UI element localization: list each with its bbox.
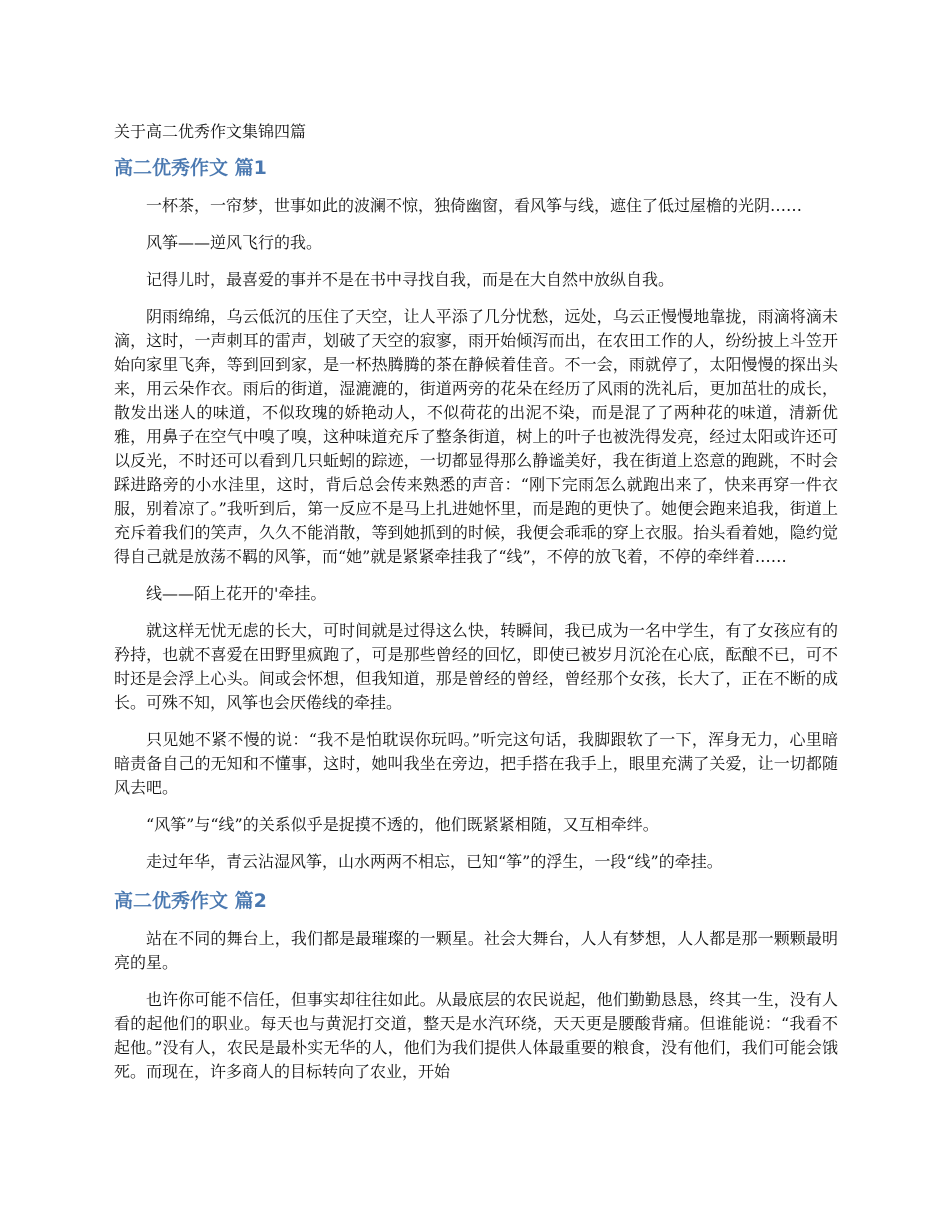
paragraph: 线——陌上花开的'牵挂。 (146, 584, 327, 603)
paragraph: 走过年华，青云沾湿风筝，山水两两不相忘，已知“筝”的浮生，一段“线”的牵挂。 (146, 852, 723, 871)
section-heading: 高二优秀作文 篇1 (114, 157, 267, 179)
document-page (114, 120, 838, 1097)
section-heading: 高二优秀作文 篇2 (114, 890, 267, 912)
paragraph: 一杯茶，一帘梦，世事如此的波澜不惊，独倚幽窗，看风筝与线，遮住了低过屋檐的光阴…… (146, 196, 803, 215)
paragraph: 风筝——逆风飞行的我。 (146, 233, 323, 252)
paragraph: 也许你可能不信任，但事实却往往如此。从最底层的农民说起，他们勤勤恳恳，终其一生，没有人看的起他们的职业。每天也与黄泥打交道，整天是水汽环绕，天天更是腰酸背痛。但谁能说：“我看不起他。”没有人，农民是最朴实无华的人，他们为我们提供人体最重要的粮食，没有他们，我们可能会饿死。而现在，许多商人的目标转向了农业，开始 (114, 990, 838, 1081)
section-1 (114, 154, 838, 874)
paragraph: 就这样无忧无虑的长大，可时间就是过得这么快，转瞬间，我已成为一名中学生，有了女孩应有的矜持，也就不喜爱在田野里疯跑了，可是那些曾经的回忆，即使已被岁月沉沦在心底，酝酿不已，可不时还是会浮上心头。间或会怀想，但我知道，那是曾经的曾经，曾经那个女孩，长大了，正在不断的成长。可殊不知，风筝也会厌倦线的牵挂。 (114, 621, 838, 712)
paragraph: 记得儿时，最喜爱的事并不是在书中寻找自我，而是在大自然中放纵自我。 (146, 270, 675, 289)
section-2 (114, 887, 838, 1084)
paragraph: 阴雨绵绵，乌云低沉的压住了天空，让人平添了几分忧愁，远处，乌云正慢慢地靠拢，雨滴将滴未滴，这时，一声刺耳的雷声，划破了天空的寂寥，雨开始倾泻而出，在农田工作的人，纷纷披上斗笠开始向家里飞奔，等到回到家，是一杯热腾腾的茶在静候着佳音。不一会，雨就停了，太阳慢慢的探出头来，用云朵作衣。雨后的街道，湿漉漉的，街道两旁的花朵在经历了风雨的洗礼后，更加茁壮的成长，散发出迷人的味道，不似玫瑰的娇艳动人，不似荷花的出泥不染，而是混了了两种花的味道，清新优雅，用鼻子在空气中嗅了嗅，这种味道充斥了整条街道，树上的叶子也被洗得发亮，经过太阳或许还可以反光，不时还可以看到几只蚯蚓的踪迹，一切都显得那么静谧美好，我在街道上恣意的跑跳，不时会踩进路旁的小水洼里，这时，背后总会传来熟悉的声音：“刚下完雨怎么就跑出来了，快来再穿一件衣服，别着凉了。”我听到后，第一反应不是马上扎进她怀里，而是跑的更快了。她便会跑来追我，街道上充斥着我们的笑声，久久不能消散，等到她抓到的时候，我便会乖乖的穿上衣服。抬头看着她，隐约觉得自己就是放荡不羁的风筝，而“她”就是紧紧牵挂我了“线”，不停的放飞着，不停的牵绊着…… (114, 307, 838, 566)
document-title: 关于高二优秀作文集锦四篇 (114, 122, 307, 141)
paragraph: “风筝”与“线”的关系似乎是捉摸不透的，他们既紧紧相随，又互相牵绊。 (146, 815, 659, 834)
paragraph: 只见她不紧不慢的说：“我不是怕耽误你玩吗。”听完这句话，我脚跟软了一下，浑身无力，心里暗暗责备自己的无知和不懂事，这时，她叫我坐在旁边，把手搭在我手上，眼里充满了关爱，让一切都随风去吧。 (114, 730, 838, 797)
paragraph: 站在不同的舞台上，我们都是最璀璨的一颗星。社会大舞台，人人有梦想，人人都是那一颗颗最明亮的星。 (114, 929, 838, 972)
